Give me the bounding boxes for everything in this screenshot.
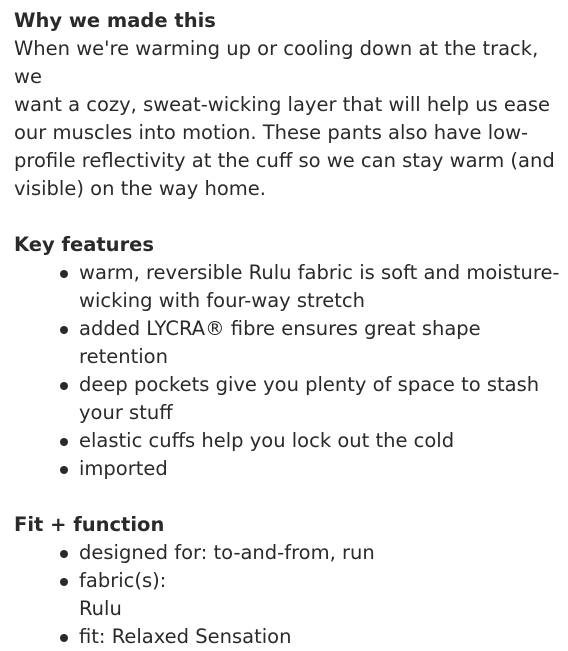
- list-item: [14, 539, 562, 567]
- bullet-icon: [60, 578, 68, 586]
- bullet-icon: [60, 550, 68, 558]
- list-item-text: deep pockets give you plenty of space to stash: [79, 373, 540, 396]
- section-spacer: [14, 483, 562, 511]
- list-item: [14, 455, 562, 483]
- list-item: [14, 427, 562, 455]
- why-line: When we're warming up or cooling down at the track, we: [14, 37, 539, 88]
- bullet-icon: [60, 438, 68, 446]
- bullet-icon: [60, 270, 68, 278]
- list-item: [14, 371, 562, 427]
- bullet-icon: [60, 326, 68, 334]
- why-heading: Why we made this: [14, 9, 216, 32]
- why-line: our muscles into motion. These pants also have low-: [14, 121, 529, 144]
- fit-function-heading: Fit + function: [14, 513, 165, 536]
- why-line: want a cozy, sweat-wicking layer that will help us ease: [14, 93, 551, 116]
- list-item-text: added LYCRA® fibre ensures great shape retention: [79, 317, 481, 368]
- bullet-icon: [60, 382, 68, 390]
- product-description: [14, 7, 562, 651]
- section-spacer: [14, 203, 562, 231]
- bullet-icon: [60, 466, 68, 474]
- key-features-heading: Key features: [14, 233, 155, 256]
- list-item-text: imported: [79, 457, 168, 480]
- list-item: [14, 315, 562, 371]
- list-item-text: fit: Relaxed Sensation: [79, 625, 292, 648]
- list-item: [14, 623, 562, 651]
- list-item-text: fabric(s):: [79, 569, 167, 592]
- list-item-text: elastic cuffs help you lock out the cold: [79, 429, 455, 452]
- fit-function-list: [14, 539, 562, 651]
- list-item: [14, 567, 562, 623]
- list-item-text: designed for: to-and-from, run: [79, 541, 375, 564]
- key-features-list: [14, 259, 562, 483]
- list-item: [14, 259, 562, 315]
- why-line: profile reflectivity at the cuff so we can stay warm (and: [14, 149, 555, 172]
- list-item-text: your stuff: [79, 401, 173, 424]
- list-item-text: wicking with four-way stretch: [79, 289, 366, 312]
- why-line: visible) on the way home.: [14, 177, 266, 200]
- bullet-icon: [60, 634, 68, 642]
- list-item-text: Rulu: [79, 597, 122, 620]
- list-item-text: warm, reversible Rulu fabric is soft and moisture-: [79, 261, 560, 284]
- why-paragraph: [14, 35, 562, 203]
